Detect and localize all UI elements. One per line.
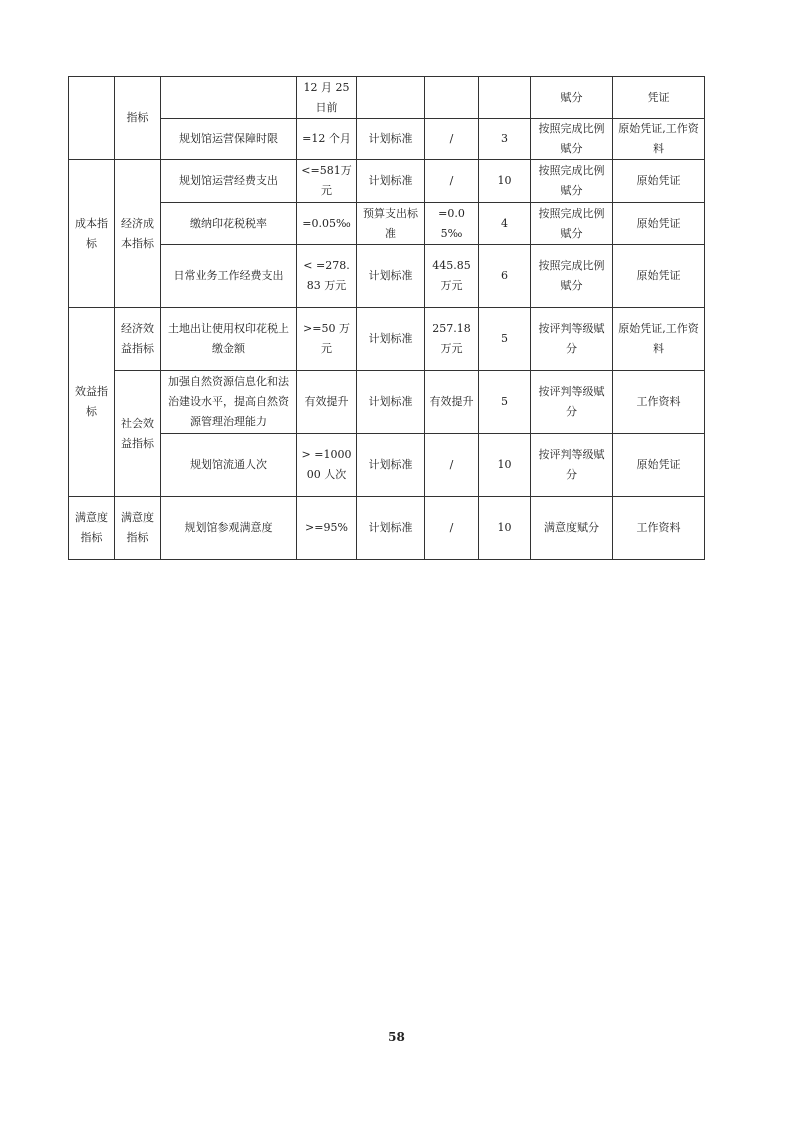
- evidence-cell: 原始凭证: [613, 203, 705, 245]
- target-cell: >=50 万元: [297, 308, 357, 371]
- level2-cell: 社会效益指标: [115, 371, 161, 497]
- indicator-cell: 规划馆运营经费支出: [161, 160, 297, 203]
- evidence-cell: 原始凭证: [613, 160, 705, 203]
- evidence-cell: 原始凭证,工作资料: [613, 119, 705, 160]
- target-cell: =0.05‰: [297, 203, 357, 245]
- actual-cell: /: [425, 160, 479, 203]
- weight-cell: 10: [479, 434, 531, 497]
- indicator-cell: 日常业务工作经费支出: [161, 245, 297, 308]
- weight-cell: 10: [479, 160, 531, 203]
- target-cell: 有效提升: [297, 371, 357, 434]
- target-cell: > =100000 人次: [297, 434, 357, 497]
- performance-indicator-table: [68, 76, 705, 560]
- indicator-cell: 加强自然资源信息化和法治建设水平，提高自然资源管理治理能力: [161, 371, 297, 434]
- standard-cell: 计划标准: [357, 497, 425, 560]
- table-row: [69, 308, 705, 371]
- indicator-cell: 缴纳印花税税率: [161, 203, 297, 245]
- standard-cell: 计划标准: [357, 245, 425, 308]
- weight-cell: 4: [479, 203, 531, 245]
- evidence-cell: 工作资料: [613, 497, 705, 560]
- standard-cell: 计划标准: [357, 434, 425, 497]
- standard-cell: 计划标准: [357, 160, 425, 203]
- table-row: [69, 371, 705, 434]
- actual-cell: 257.18 万元: [425, 308, 479, 371]
- level2-cell: 指标: [115, 77, 161, 160]
- table-row: [69, 119, 705, 160]
- method-cell: 按评判等级赋分: [531, 308, 613, 371]
- weight-cell: 10: [479, 497, 531, 560]
- target-cell: =12 个月: [297, 119, 357, 160]
- indicator-cell: 规划馆流通人次: [161, 434, 297, 497]
- weight-cell: 6: [479, 245, 531, 308]
- method-cell: 按照完成比例赋分: [531, 119, 613, 160]
- standard-cell: 预算支出标准: [357, 203, 425, 245]
- table-row: [69, 203, 705, 245]
- actual-cell: /: [425, 434, 479, 497]
- actual-cell: 有效提升: [425, 371, 479, 434]
- table-row: [69, 245, 705, 308]
- method-cell: 满意度赋分: [531, 497, 613, 560]
- standard-cell: 计划标准: [357, 119, 425, 160]
- indicator-cell: [161, 77, 297, 119]
- method-cell: 按评判等级赋分: [531, 371, 613, 434]
- standard-cell: [357, 77, 425, 119]
- table-row: [69, 434, 705, 497]
- actual-cell: =0.05‰: [425, 203, 479, 245]
- level1-cell: 成本指标: [69, 160, 115, 308]
- table-row: [69, 160, 705, 203]
- method-cell: 按评判等级赋分: [531, 434, 613, 497]
- evidence-cell: 原始凭证: [613, 245, 705, 308]
- target-cell: <=581万元: [297, 160, 357, 203]
- table-row: [69, 497, 705, 560]
- actual-cell: 445.85 万元: [425, 245, 479, 308]
- method-cell: 按照完成比例赋分: [531, 245, 613, 308]
- standard-cell: 计划标准: [357, 308, 425, 371]
- evidence-cell: 工作资料: [613, 371, 705, 434]
- method-cell: 按照完成比例赋分: [531, 160, 613, 203]
- standard-cell: 计划标准: [357, 371, 425, 434]
- level1-cell: 满意度指标: [69, 497, 115, 560]
- level1-cell: [69, 77, 115, 160]
- evidence-cell: 原始凭证: [613, 434, 705, 497]
- target-cell: 12 月 25 日前: [297, 77, 357, 119]
- indicator-cell: 规划馆参观满意度: [161, 497, 297, 560]
- weight-cell: [479, 77, 531, 119]
- level2-cell: 经济成本指标: [115, 160, 161, 308]
- weight-cell: 5: [479, 371, 531, 434]
- method-cell: 赋分: [531, 77, 613, 119]
- weight-cell: 5: [479, 308, 531, 371]
- level2-cell: 满意度指标: [115, 497, 161, 560]
- actual-cell: /: [425, 119, 479, 160]
- evidence-cell: 凭证: [613, 77, 705, 119]
- indicator-cell: 规划馆运营保障时限: [161, 119, 297, 160]
- weight-cell: 3: [479, 119, 531, 160]
- evidence-cell: 原始凭证,工作资料: [613, 308, 705, 371]
- method-cell: 按照完成比例赋分: [531, 203, 613, 245]
- target-cell: < =278.83 万元: [297, 245, 357, 308]
- target-cell: >=95%: [297, 497, 357, 560]
- page-number: 58: [388, 1030, 405, 1044]
- level2-cell: 经济效益指标: [115, 308, 161, 371]
- indicator-cell: 土地出让使用权印花税上缴金额: [161, 308, 297, 371]
- table-row: [69, 77, 705, 119]
- actual-cell: [425, 77, 479, 119]
- actual-cell: /: [425, 497, 479, 560]
- level1-cell: 效益指标: [69, 308, 115, 497]
